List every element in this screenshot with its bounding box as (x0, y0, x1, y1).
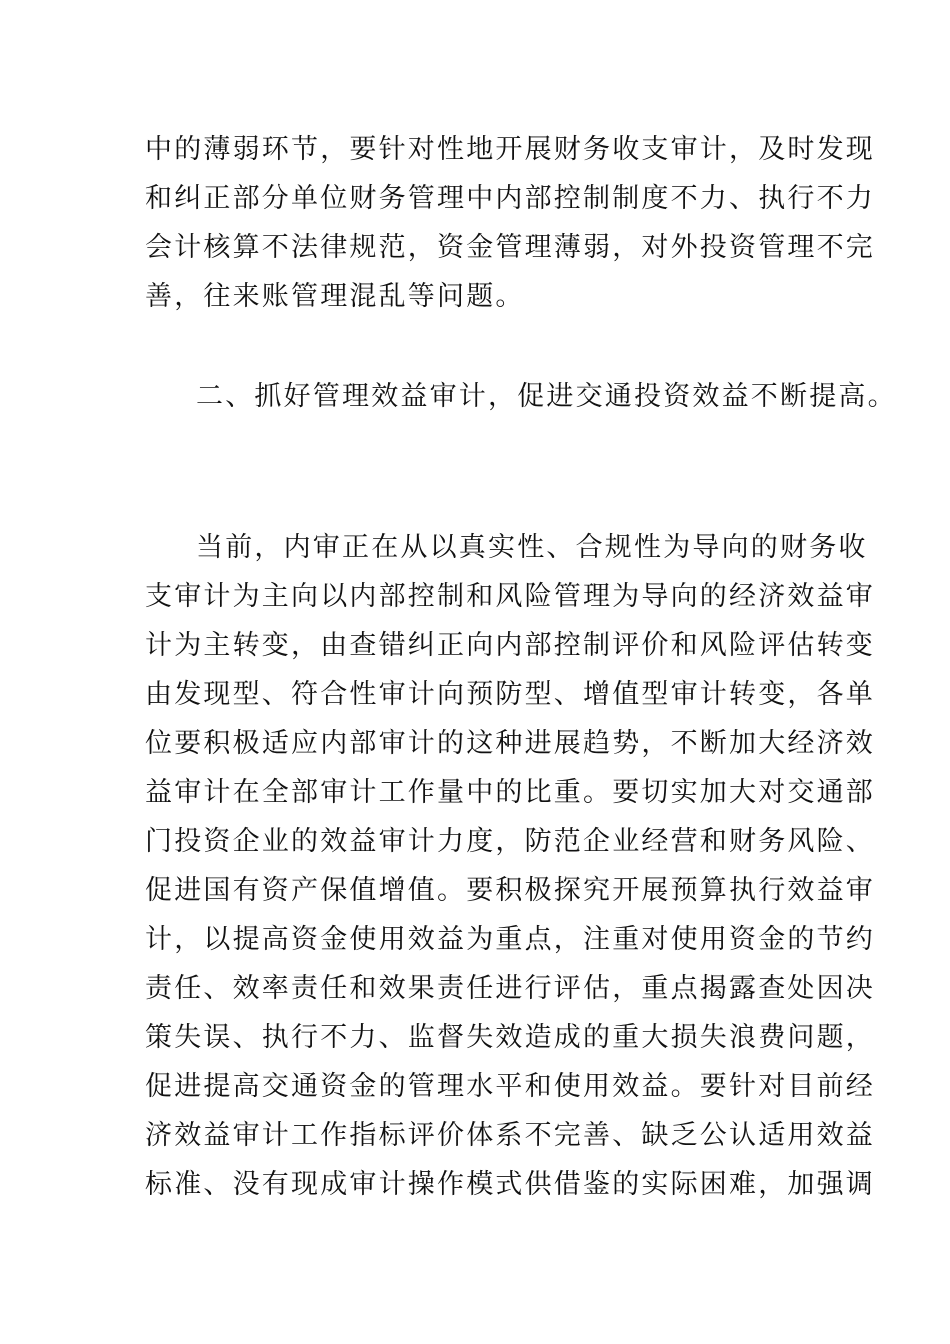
paragraph-2-line-5: 位要积极适应内部审计的这种进展趋势，不断加大经济效 (145, 728, 875, 759)
paragraph-2-line-7: 门投资企业的效益审计力度，防范企业经营和财务风险、 (145, 826, 875, 857)
paragraph-2-line-8: 促进国有资产保值增值。要积极探究开展预算执行效益审 (145, 875, 875, 906)
paragraph-2-line-11: 策失误、执行不力、监督失效造成的重大损失浪费问题， (145, 1022, 875, 1053)
paragraph-2-line-12: 促进提高交通资金的管理水平和使用效益。要针对目前经 (145, 1071, 875, 1102)
paragraph-1-line-3: 会计核算不法律规范，资金管理薄弱，对外投资管理不完 (145, 232, 875, 263)
paragraph-2-line-6: 益审计在全部审计工作量中的比重。要切实加大对交通部 (145, 777, 875, 808)
paragraph-2-line-4: 由发现型、符合性审计向预防型、增值型审计转变，各单 (145, 679, 875, 710)
paragraph-1-line-1: 中的薄弱环节，要针对性地开展财务收支审计，及时发现 (145, 134, 875, 165)
paragraph-1-line-2: 和纠正部分单位财务管理中内部控制制度不力、执行不力 (145, 183, 875, 214)
paragraph-2-line-9: 计，以提高资金使用效益为重点，注重对使用资金的节约 (145, 924, 875, 955)
section-heading-2: 二、抓好管理效益审计，促进交通投资效益不断提高。 (196, 381, 897, 412)
paragraph-1-line-4: 善，往来账管理混乱等问题。 (145, 281, 525, 312)
paragraph-2-line-13: 济效益审计工作指标评价体系不完善、缺乏公认适用效益 (145, 1120, 875, 1151)
paragraph-2-line-1: 当前，内审正在从以真实性、合规性为导向的财务收 (196, 532, 868, 563)
paragraph-2-line-14: 标准、没有现成审计操作模式供借鉴的实际困难，加强调 (145, 1169, 875, 1200)
paragraph-2-line-10: 责任、效率责任和效果责任进行评估，重点揭露查处因决 (145, 973, 875, 1004)
paragraph-2-line-2: 支审计为主向以内部控制和风险管理为导向的经济效益审 (145, 581, 875, 612)
paragraph-2-line-3: 计为主转变，由查错纠正向内部控制评价和风险评估转变 (145, 630, 875, 661)
